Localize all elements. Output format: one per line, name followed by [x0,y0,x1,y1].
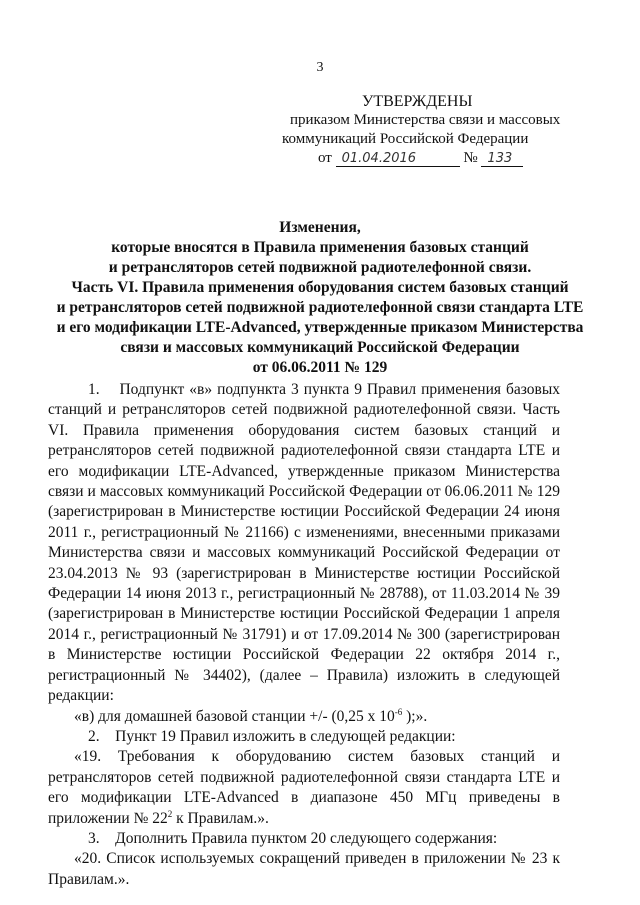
paragraph-3: 2. Пункт 19 Правил изложить в следующей редакции: [88,727,456,745]
title-line-2: которые вносятся в Правила применения базовых станций [111,239,529,256]
paragraph-2-text: «в) для домашней базовой станции +/- (0,25 х 10 [74,707,395,725]
approval-heading: УТВЕРЖДЕНЫ [362,93,473,110]
paragraph-4-superscript: 2 [167,808,173,819]
page-number: 3 [316,60,324,75]
title-line-7: связи и массовых коммуникаций Российской Федерации [120,339,520,356]
paragraph-2-exponent: -6 [394,706,403,717]
handwritten-date: 01.04.2016 [336,151,460,167]
paragraph-2-end: );». [402,707,428,725]
handwritten-number: 133 [481,151,523,167]
title-line-6: и его модификации LTE-Advanced, утвержденные приказом Министерства [56,319,584,336]
paragraph-5: 3. Дополнить Правила пунктом 20 следующего содержания: [88,829,498,847]
title-line-5: и ретрансляторов сетей подвижной радиотелефонной связи стандарта LTE [56,299,584,316]
number-prefix: № [463,150,478,166]
date-prefix: от [318,150,332,166]
paragraph-4-text: «19. Требования к оборудованию систем базовых станций и ретрансляторов сетей подвижной радиотелефонной связи стандарта LTE и его модификации LTE-Advanced в диапазоне 450 МГц приведены в приложении № 22 [48,748,560,827]
approval-line-2: коммуникаций Российской Федерации [282,131,529,147]
document-title [40,218,600,378]
title-line-8: от 06.06.2011 № 129 [252,359,388,376]
paragraph-2 [48,707,560,727]
document-body [48,380,560,890]
paragraph-4 [48,747,560,829]
paragraph-6: «20. Список используемых сокращений приведен в приложении № 23 к Правилам.». [48,850,560,888]
title-line-3: и ретрансляторов сетей подвижной радиотелефонной связи. [108,259,532,276]
paragraph-1: 1. Подпункт «в» подпункта 3 пункта 9 Правил применения базовых станций и ретрансляторов сетей подвижной радиотелефонной связи. Часть VI. Правила применения оборудования систем базовых станций и ретрансляторов сетей подвижной радиотелефонной связи стандарта LTE и его модификации LTE-Advanced, утвержденные приказом Министерства связи и массовых коммуникаций Российской Федерации от 06.06.2011 № 129 (зарегистрирован в Министерстве юстиции Российской Федерации 24 июня 2011 г., регистрационный № 21166) с изменениями, внесенными приказами Министерства связи и массовых коммуникаций Российской Федерации от 23.04.2013 № 93 (зарегистрирован в Министерстве юстиции Российской Федерации 14 июня 2013 г., регистрационный № 28788), от 11.03.2014 № 39 (зарегистрирован в Министерстве юстиции Российской Федерации 1 апреля 2014 г., регистрационный № 31791) и от 17.09.2014 № 300 (зарегистрирован в Министерстве юстиции Российской Федерации 22 октября 2014 г., регистрационный № 34402), (далее – Правила) изложить в следующей редакции: [48,381,560,705]
title-line-1: Изменения, [279,219,361,236]
approval-block [282,92,582,168]
approval-date-row [282,149,582,168]
paragraph-4-end: к Правилам.». [172,809,269,827]
title-line-4: Часть VI. Правила применения оборудования систем базовых станций [71,279,569,296]
approval-line-1: приказом Министерства связи и массовых [290,112,561,128]
